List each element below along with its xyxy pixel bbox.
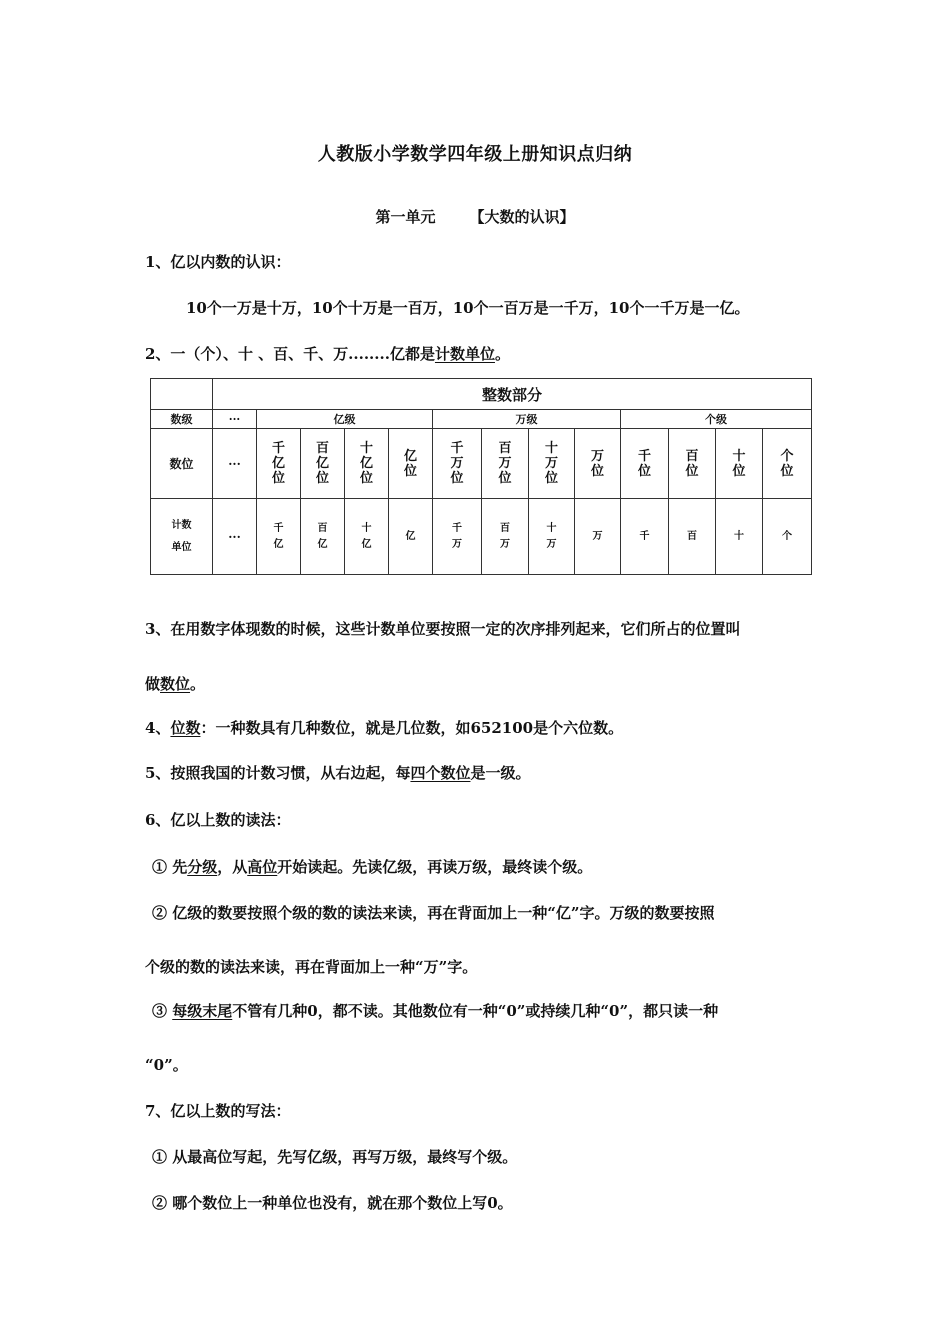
count-cell: [345, 499, 389, 575]
place-label: 十万位: [544, 441, 558, 486]
section-6-item-2-line1: ② 亿级的数要按照个级的数的读法来读，再在背面加上一种“亿”字。万级的数要按照: [152, 904, 715, 922]
count-cell: [763, 499, 812, 575]
count-cell: [529, 499, 575, 575]
s6i1-pre: ① 先: [152, 858, 188, 876]
count-label: 个: [782, 530, 793, 542]
count-label: 万: [592, 530, 603, 542]
place-label: 千位: [637, 448, 651, 479]
s6i1-mid: ，从: [217, 858, 248, 876]
level-wan: 万级: [433, 410, 621, 429]
count-label: 百亿: [317, 522, 328, 550]
unit-heading: [0, 206, 950, 227]
count-cell: [669, 499, 716, 575]
count-label: 千: [639, 530, 650, 542]
row-label-count-unit-line2: 单位: [171, 541, 192, 553]
place-cell: [301, 429, 345, 499]
place-cell: [345, 429, 389, 499]
s6i3-rest: 不管有几种0，都不读。其他数位有一种“0”或持续几种“0”，都只读一种: [232, 1002, 719, 1020]
place-label: 百位: [685, 448, 699, 479]
count-cell: [301, 499, 345, 575]
count-cell: [257, 499, 301, 575]
row-label-level: 数级: [151, 410, 213, 429]
count-cell: [482, 499, 529, 575]
count-label: 十万: [546, 522, 557, 550]
place-cell: [389, 429, 433, 499]
section-1-body: 10个一万是十万，10个十万是一百万，10个一百万是一千万，10个一千万是一亿。: [186, 299, 750, 317]
place-label: 亿位: [403, 448, 417, 479]
table-section-header: 整数部分: [213, 379, 812, 410]
place-label: 百万位: [498, 441, 512, 486]
row-label-count-unit-line1: 计数: [171, 519, 192, 531]
place-cell: [716, 429, 763, 499]
count-cell: [389, 499, 433, 575]
term-high-place: 高位: [247, 858, 278, 876]
section-5-rest: 是一级。: [470, 764, 531, 782]
count-cell: [433, 499, 482, 575]
term-split-levels: 分级: [187, 858, 218, 876]
place-value-table: [150, 378, 812, 575]
row-label-count-unit: [151, 499, 213, 575]
unit-name: 第一单元: [375, 208, 436, 226]
s6i1-rest: 开始读起。先读亿级，再读万级，最终读个级。: [277, 858, 593, 876]
place-cell: [529, 429, 575, 499]
term-level-end: 每级末尾: [172, 1002, 233, 1020]
place-label: 十位: [732, 448, 746, 479]
count-label: 百: [687, 530, 697, 542]
section-3-line1: 3、在用数字体现数的时候，这些计数单位要按照一定的次序排列起来，它们所占的位置叫: [145, 620, 741, 638]
count-label: 十亿: [361, 522, 372, 550]
section-7-item-2: ② 哪个数位上一种单位也没有，就在那个数位上写0。: [152, 1194, 513, 1212]
section-3-line2: [145, 673, 205, 694]
term-four-places: 四个数位: [410, 764, 471, 782]
place-ellipsis: ···: [213, 429, 257, 499]
section-5-pre: 5、按照我国的计数习惯，从右边起，每: [145, 764, 411, 782]
place-label: 万位: [590, 448, 604, 479]
section-4-pre: 4、: [145, 719, 171, 737]
document-title: 人教版小学数学四年级上册知识点归纳: [317, 144, 633, 165]
level-yi: 亿级: [257, 410, 433, 429]
count-label: 亿: [405, 530, 416, 542]
section-2-end: 。: [494, 345, 510, 363]
count-label: 十: [734, 530, 744, 542]
section-3-end: 。: [190, 675, 206, 693]
place-label: 十亿位: [359, 441, 373, 486]
section-2: [145, 343, 510, 364]
place-cell: [621, 429, 669, 499]
place-label: 千万位: [450, 441, 464, 486]
count-label: 百万: [500, 522, 510, 550]
section-6-heading: 6、亿以上数的读法：: [145, 811, 291, 829]
count-label: 千亿: [273, 522, 284, 550]
count-cell: [575, 499, 621, 575]
term-digit-count: 位数: [170, 719, 201, 737]
term-digit-place: 数位: [160, 675, 191, 693]
section-1-heading: 1、亿以内数的认识：: [145, 253, 291, 271]
place-label: 千亿位: [271, 441, 285, 486]
section-7-item-1: ① 从最高位写起，先写亿级，再写万级，最终写个级。: [152, 1148, 518, 1166]
place-cell: [257, 429, 301, 499]
level-ellipsis: ···: [213, 410, 257, 429]
count-cell: [716, 499, 763, 575]
row-label-place: 数位: [151, 429, 213, 499]
section-3-pre: 做: [145, 675, 161, 693]
section-6-item-2-line2: 个级的数的读法来读，再在背面加上一种“万”字。: [145, 958, 478, 976]
place-cell: [482, 429, 529, 499]
place-cell: [763, 429, 812, 499]
count-label: 千万: [452, 522, 462, 550]
place-cell: [575, 429, 621, 499]
count-ellipsis: ···: [213, 499, 257, 575]
table-corner-cell: [151, 379, 213, 410]
section-2-text: 2、一（个）、十 、百、千、万........亿都是: [145, 345, 435, 363]
unit-topic: 【大数的认识】: [469, 208, 575, 226]
section-5: [145, 762, 530, 783]
count-cell: [621, 499, 669, 575]
place-cell: [669, 429, 716, 499]
place-label: 百亿位: [315, 441, 329, 486]
place-label: 个位: [780, 448, 794, 479]
section-7-heading: 7、亿以上数的写法：: [145, 1102, 291, 1120]
s6i3-pre: ③: [152, 1002, 173, 1020]
term-counting-unit: 计数单位: [434, 345, 495, 363]
section-6-item-3-line1: [152, 1000, 718, 1021]
level-ge: 个级: [621, 410, 812, 429]
section-6-item-1: [152, 856, 592, 877]
section-4: [145, 717, 623, 738]
place-cell: [433, 429, 482, 499]
section-4-rest: ：一种数具有几种数位，就是几位数，如652100是个六位数。: [200, 719, 624, 737]
section-6-item-3-line2: “0”。: [145, 1056, 188, 1074]
